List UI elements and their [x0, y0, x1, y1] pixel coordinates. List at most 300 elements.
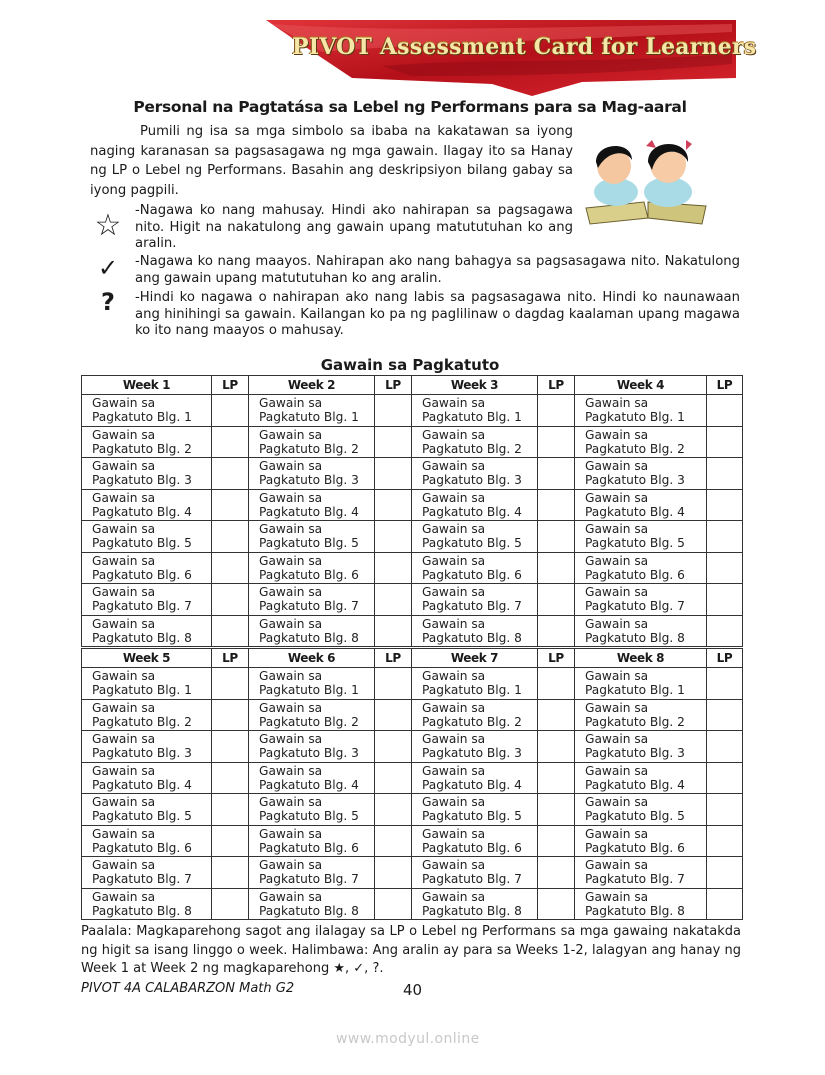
activity-label-line2: Pagkatuto Blg. 3: [92, 473, 192, 488]
activity-cell: [575, 794, 707, 826]
lp-answer-cell[interactable]: [707, 794, 743, 826]
lp-answer-cell[interactable]: [375, 857, 412, 889]
week-header: Week 6: [249, 649, 375, 668]
activities-table-weeks-5-8: [81, 648, 743, 920]
activity-label-line1: Gawain sa: [585, 427, 649, 442]
activity-label-line1: Gawain sa: [259, 616, 323, 631]
activity-label-line2: Pagkatuto Blg. 1: [92, 410, 192, 425]
lp-header: LP: [707, 649, 743, 668]
activity-cell: [82, 668, 212, 700]
page-number: 40: [403, 981, 423, 999]
lp-answer-cell[interactable]: [212, 489, 249, 521]
table-row: [82, 857, 743, 889]
activity-label-line1: Gawain sa: [92, 522, 156, 537]
activity-label-line1: Gawain sa: [92, 553, 156, 568]
activity-label-line1: Gawain sa: [92, 732, 156, 747]
lp-header: LP: [538, 376, 575, 395]
activity-label-line2: Pagkatuto Blg. 8: [585, 630, 685, 645]
lp-answer-cell[interactable]: [538, 668, 575, 700]
activity-label-line1: Gawain sa: [585, 700, 649, 715]
activity-label-line1: Gawain sa: [585, 889, 649, 904]
lp-header: LP: [212, 376, 249, 395]
table-row: [82, 699, 743, 731]
activity-label-line1: Gawain sa: [422, 553, 486, 568]
lp-answer-cell[interactable]: [212, 699, 249, 731]
activity-cell: [82, 699, 212, 731]
lp-answer-cell[interactable]: [707, 888, 743, 920]
banner-title: PIVOT Assessment Card for Learners: [292, 34, 757, 60]
lp-answer-cell[interactable]: [212, 615, 249, 647]
lp-answer-cell[interactable]: [707, 668, 743, 700]
table-row: [82, 794, 743, 826]
lp-answer-cell[interactable]: [212, 552, 249, 584]
activity-cell: [82, 426, 212, 458]
table-row: [82, 825, 743, 857]
lp-answer-cell[interactable]: [538, 615, 575, 647]
table-row: [82, 668, 743, 700]
week-header: Week 3: [412, 376, 538, 395]
activity-label-line1: Gawain sa: [92, 889, 156, 904]
activity-cell: [412, 615, 538, 647]
activity-label-line2: Pagkatuto Blg. 5: [585, 809, 685, 824]
lp-answer-cell[interactable]: [538, 584, 575, 616]
lp-answer-cell[interactable]: [707, 489, 743, 521]
activity-label-line2: Pagkatuto Blg. 5: [92, 536, 192, 551]
lp-answer-cell[interactable]: [707, 857, 743, 889]
week-header: Week 2: [249, 376, 375, 395]
lp-answer-cell[interactable]: [212, 458, 249, 490]
activity-cell: [249, 699, 375, 731]
lp-answer-cell[interactable]: [212, 584, 249, 616]
activity-label-line1: Gawain sa: [422, 826, 486, 841]
activity-label-line2: Pagkatuto Blg. 7: [422, 872, 522, 887]
activity-cell: [412, 668, 538, 700]
activity-label-line2: Pagkatuto Blg. 7: [422, 599, 522, 614]
activity-cell: [412, 395, 538, 427]
activity-label-line2: Pagkatuto Blg. 2: [422, 714, 522, 729]
activity-label-line1: Gawain sa: [585, 795, 649, 810]
lp-answer-cell[interactable]: [538, 458, 575, 490]
activity-cell: [412, 699, 538, 731]
activity-cell: [82, 552, 212, 584]
activity-cell: [412, 426, 538, 458]
table-row: [82, 458, 743, 490]
activity-label-line1: Gawain sa: [585, 826, 649, 841]
lp-header: LP: [212, 649, 249, 668]
activity-label-line1: Gawain sa: [585, 490, 649, 505]
activity-label-line2: Pagkatuto Blg. 6: [92, 567, 192, 582]
lp-header: LP: [707, 376, 743, 395]
activity-label-line1: Gawain sa: [585, 553, 649, 568]
activity-label-line2: Pagkatuto Blg. 2: [585, 441, 685, 456]
week-header: Week 5: [82, 649, 212, 668]
activity-label-line2: Pagkatuto Blg. 6: [422, 567, 522, 582]
activity-cell: [249, 731, 375, 763]
lp-answer-cell[interactable]: [375, 668, 412, 700]
table-row: [82, 584, 743, 616]
activity-cell: [412, 762, 538, 794]
activity-label-line2: Pagkatuto Blg. 2: [92, 441, 192, 456]
activity-label-line1: Gawain sa: [92, 396, 156, 411]
lp-answer-cell[interactable]: [538, 552, 575, 584]
footer-subject: PIVOT 4A CALABARZON Math G2: [81, 981, 295, 996]
activity-cell: [575, 699, 707, 731]
activity-cell: [575, 584, 707, 616]
activity-label-line2: Pagkatuto Blg. 7: [92, 599, 192, 614]
week-header: Week 7: [412, 649, 538, 668]
activity-label-line2: Pagkatuto Blg. 4: [92, 504, 192, 519]
activity-cell: [249, 794, 375, 826]
activity-label-line2: Pagkatuto Blg. 3: [259, 746, 359, 761]
activity-label-line2: Pagkatuto Blg. 7: [259, 599, 359, 614]
activity-label-line1: Gawain sa: [422, 700, 486, 715]
activity-label-line1: Gawain sa: [259, 889, 323, 904]
question-mark-icon: ?: [101, 288, 115, 316]
activity-cell: [412, 489, 538, 521]
activity-cell: [575, 762, 707, 794]
activity-label-line1: Gawain sa: [92, 826, 156, 841]
page-title: Personal na Pagtatása sa Lebel ng Performans para sa Mag-aaral: [133, 98, 687, 116]
activity-label-line1: Gawain sa: [259, 669, 323, 684]
activity-cell: [249, 888, 375, 920]
activity-label-line1: Gawain sa: [585, 616, 649, 631]
activity-label-line2: Pagkatuto Blg. 6: [422, 840, 522, 855]
lp-answer-cell[interactable]: [707, 584, 743, 616]
activity-label-line1: Gawain sa: [92, 858, 156, 873]
activity-label-line2: Pagkatuto Blg. 1: [422, 410, 522, 425]
activity-label-line1: Gawain sa: [422, 795, 486, 810]
activity-label-line1: Gawain sa: [259, 858, 323, 873]
activity-label-line2: Pagkatuto Blg. 5: [585, 536, 685, 551]
activity-label-line2: Pagkatuto Blg. 8: [585, 903, 685, 918]
watermark: www.modyul.online: [336, 1031, 480, 1047]
reminder-note: Paalala: Magkaparehong sagot ang ilalagay sa LP o Lebel ng Performans sa mga gawaing nakatakda ng higit sa isang linggo o week. Halimbawa: Ang aralin ay para sa Weeks 1-2, lalagyan ang hanay ng Week 1 at Week 2 ng magkaparehong ★, ✓, ?.: [81, 924, 741, 976]
activity-label-line1: Gawain sa: [422, 490, 486, 505]
activity-label-line1: Gawain sa: [92, 700, 156, 715]
table-row: [82, 762, 743, 794]
activity-label-line1: Gawain sa: [422, 427, 486, 442]
activity-label-line1: Gawain sa: [259, 795, 323, 810]
activity-cell: [575, 489, 707, 521]
lp-answer-cell[interactable]: [375, 552, 412, 584]
table-row: [82, 731, 743, 763]
activity-label-line2: Pagkatuto Blg. 4: [422, 504, 522, 519]
symbol-description: -Hindi ko nagawa o nahirapan ako nang labis sa pagsasagawa nito. Hindi ko naunawaan ang hinihingi sa gawain. Kailangan ko pa ng paglilinaw o dagdag kaalaman upang magawa ko ito nang maayos o mahusay.: [135, 290, 740, 338]
activity-label-line1: Gawain sa: [259, 585, 323, 600]
activity-label-line2: Pagkatuto Blg. 3: [422, 473, 522, 488]
table-header-row: [82, 376, 743, 395]
activity-label-line1: Gawain sa: [585, 459, 649, 474]
lp-answer-cell[interactable]: [375, 888, 412, 920]
lp-answer-cell[interactable]: [707, 426, 743, 458]
activity-cell: [412, 825, 538, 857]
activity-cell: [575, 668, 707, 700]
lp-answer-cell[interactable]: [707, 699, 743, 731]
lp-answer-cell[interactable]: [707, 521, 743, 553]
week-header: Week 8: [575, 649, 707, 668]
activity-label-line1: Gawain sa: [422, 616, 486, 631]
lp-answer-cell[interactable]: [375, 426, 412, 458]
activity-label-line1: Gawain sa: [92, 427, 156, 442]
activity-cell: [249, 857, 375, 889]
activity-label-line1: Gawain sa: [259, 732, 323, 747]
activity-label-line1: Gawain sa: [92, 669, 156, 684]
activity-cell: [575, 857, 707, 889]
activity-label-line1: Gawain sa: [422, 763, 486, 778]
activity-label-line1: Gawain sa: [92, 763, 156, 778]
activity-label-line2: Pagkatuto Blg. 4: [259, 504, 359, 519]
lp-answer-cell[interactable]: [212, 794, 249, 826]
activity-cell: [82, 857, 212, 889]
activity-label-line2: Pagkatuto Blg. 3: [259, 473, 359, 488]
lp-answer-cell[interactable]: [212, 857, 249, 889]
lp-answer-cell[interactable]: [538, 857, 575, 889]
activity-cell: [575, 395, 707, 427]
activity-cell: [412, 888, 538, 920]
activity-label-line1: Gawain sa: [92, 795, 156, 810]
activity-label-line2: Pagkatuto Blg. 6: [585, 840, 685, 855]
activity-cell: [412, 584, 538, 616]
activity-cell: [412, 731, 538, 763]
activity-cell: [575, 825, 707, 857]
check-icon: ✓: [97, 254, 119, 282]
activity-label-line2: Pagkatuto Blg. 7: [585, 599, 685, 614]
activity-label-line2: Pagkatuto Blg. 4: [422, 777, 522, 792]
lp-answer-cell[interactable]: [212, 521, 249, 553]
activities-table-weeks-1-4: [81, 375, 743, 647]
activity-cell: [249, 458, 375, 490]
lp-answer-cell[interactable]: [707, 458, 743, 490]
lp-answer-cell[interactable]: [375, 458, 412, 490]
activity-cell: [249, 762, 375, 794]
lp-answer-cell[interactable]: [707, 395, 743, 427]
activity-cell: [412, 458, 538, 490]
activity-label-line1: Gawain sa: [259, 826, 323, 841]
activity-label-line1: Gawain sa: [92, 616, 156, 631]
lp-answer-cell[interactable]: [538, 521, 575, 553]
activity-label-line2: Pagkatuto Blg. 8: [259, 630, 359, 645]
activity-label-line2: Pagkatuto Blg. 6: [259, 840, 359, 855]
activity-label-line2: Pagkatuto Blg. 1: [259, 683, 359, 698]
table-row: [82, 521, 743, 553]
activity-label-line1: Gawain sa: [259, 490, 323, 505]
activity-label-line2: Pagkatuto Blg. 1: [585, 683, 685, 698]
lp-answer-cell[interactable]: [538, 699, 575, 731]
activity-label-line2: Pagkatuto Blg. 2: [259, 714, 359, 729]
activity-label-line1: Gawain sa: [259, 763, 323, 778]
lp-answer-cell[interactable]: [538, 395, 575, 427]
children-reading-illustration: [582, 132, 710, 228]
activity-label-line1: Gawain sa: [259, 522, 323, 537]
table-row: [82, 395, 743, 427]
table-row: [82, 426, 743, 458]
activity-cell: [249, 521, 375, 553]
week-header: Week 4: [575, 376, 707, 395]
lp-answer-cell[interactable]: [212, 888, 249, 920]
lp-answer-cell[interactable]: [375, 825, 412, 857]
lp-answer-cell[interactable]: [538, 426, 575, 458]
lp-answer-cell[interactable]: [375, 489, 412, 521]
activity-cell: [82, 489, 212, 521]
lp-answer-cell[interactable]: [212, 426, 249, 458]
activity-label-line2: Pagkatuto Blg. 2: [92, 714, 192, 729]
activity-cell: [249, 395, 375, 427]
section-title: Gawain sa Pagkatuto: [320, 356, 500, 374]
lp-answer-cell[interactable]: [538, 825, 575, 857]
lp-answer-cell[interactable]: [375, 615, 412, 647]
lp-answer-cell[interactable]: [375, 584, 412, 616]
activity-cell: [82, 615, 212, 647]
activity-cell: [82, 395, 212, 427]
lp-answer-cell[interactable]: [212, 731, 249, 763]
activity-label-line2: Pagkatuto Blg. 8: [92, 903, 192, 918]
lp-answer-cell[interactable]: [375, 395, 412, 427]
activity-label-line1: Gawain sa: [585, 522, 649, 537]
instructions-text: Pumili ng isa sa mga simbolo sa ibaba na kakatawan sa iyong naging karanasan sa pagsasagawa ng mga gawain. Ilagay ito sa Hanay ng LP o Lebel ng Performans. Basahin ang deskripsiyon bilang gabay sa iyong pagpili.: [90, 124, 573, 198]
activity-label-line2: Pagkatuto Blg. 1: [422, 683, 522, 698]
lp-answer-cell[interactable]: [375, 731, 412, 763]
activity-label-line1: Gawain sa: [422, 669, 486, 684]
activity-label-line1: Gawain sa: [422, 889, 486, 904]
lp-header: LP: [375, 649, 412, 668]
activity-label-line2: Pagkatuto Blg. 1: [92, 683, 192, 698]
table-header-row: [82, 649, 743, 668]
lp-answer-cell[interactable]: [212, 668, 249, 700]
activity-label-line2: Pagkatuto Blg. 7: [585, 872, 685, 887]
activity-cell: [575, 552, 707, 584]
activity-label-line1: Gawain sa: [422, 459, 486, 474]
activity-label-line2: Pagkatuto Blg. 7: [92, 872, 192, 887]
activity-cell: [575, 888, 707, 920]
activity-cell: [575, 731, 707, 763]
activity-label-line1: Gawain sa: [259, 700, 323, 715]
lp-answer-cell[interactable]: [212, 395, 249, 427]
instructions-paragraph: [90, 122, 573, 200]
lp-answer-cell[interactable]: [375, 762, 412, 794]
activity-label-line2: Pagkatuto Blg. 2: [422, 441, 522, 456]
lp-answer-cell[interactable]: [212, 825, 249, 857]
activity-cell: [82, 458, 212, 490]
lp-answer-cell[interactable]: [538, 888, 575, 920]
activity-label-line1: Gawain sa: [422, 585, 486, 600]
activity-label-line2: Pagkatuto Blg. 8: [259, 903, 359, 918]
activity-label-line2: Pagkatuto Blg. 4: [585, 777, 685, 792]
lp-answer-cell[interactable]: [375, 699, 412, 731]
activity-label-line2: Pagkatuto Blg. 6: [259, 567, 359, 582]
lp-answer-cell[interactable]: [538, 731, 575, 763]
activity-label-line1: Gawain sa: [259, 459, 323, 474]
activity-label-line1: Gawain sa: [585, 396, 649, 411]
activity-cell: [82, 794, 212, 826]
activity-label-line2: Pagkatuto Blg. 4: [585, 504, 685, 519]
activity-cell: [82, 825, 212, 857]
activity-cell: [82, 731, 212, 763]
activity-label-line2: Pagkatuto Blg. 1: [259, 410, 359, 425]
activity-label-line1: Gawain sa: [259, 396, 323, 411]
activity-label-line1: Gawain sa: [422, 858, 486, 873]
activity-label-line2: Pagkatuto Blg. 8: [422, 903, 522, 918]
activity-cell: [82, 584, 212, 616]
activity-label-line1: Gawain sa: [422, 522, 486, 537]
activity-label-line2: Pagkatuto Blg. 5: [259, 536, 359, 551]
lp-answer-cell[interactable]: [707, 825, 743, 857]
activity-cell: [575, 615, 707, 647]
lp-answer-cell[interactable]: [707, 615, 743, 647]
activity-label-line1: Gawain sa: [92, 459, 156, 474]
activity-cell: [249, 426, 375, 458]
activity-cell: [249, 552, 375, 584]
activity-label-line2: Pagkatuto Blg. 2: [259, 441, 359, 456]
activity-cell: [249, 584, 375, 616]
activity-cell: [249, 668, 375, 700]
lp-header: LP: [375, 376, 412, 395]
activity-label-line2: Pagkatuto Blg. 8: [92, 630, 192, 645]
table-row: [82, 615, 743, 647]
banner: [262, 18, 757, 96]
activity-label-line1: Gawain sa: [259, 553, 323, 568]
activity-label-line2: Pagkatuto Blg. 7: [259, 872, 359, 887]
lp-header: LP: [538, 649, 575, 668]
activity-cell: [412, 521, 538, 553]
lp-answer-cell[interactable]: [538, 762, 575, 794]
lp-answer-cell[interactable]: [707, 731, 743, 763]
activity-cell: [249, 825, 375, 857]
activity-cell: [412, 552, 538, 584]
activity-label-line2: Pagkatuto Blg. 3: [92, 746, 192, 761]
activity-label-line2: Pagkatuto Blg. 5: [422, 809, 522, 824]
table-row: [82, 888, 743, 920]
lp-answer-cell[interactable]: [707, 552, 743, 584]
lp-answer-cell[interactable]: [375, 794, 412, 826]
activity-cell: [575, 458, 707, 490]
table-row: [82, 552, 743, 584]
activity-label-line2: Pagkatuto Blg. 2: [585, 714, 685, 729]
symbol-description: -Nagawa ko nang maayos. Nahirapan ako nang bahagya sa pagsasagawa nito. Nakatulong ang gawain upang matututuhan ko ang aralin.: [135, 254, 740, 286]
activity-label-line2: Pagkatuto Blg. 8: [422, 630, 522, 645]
activity-cell: [82, 888, 212, 920]
lp-answer-cell[interactable]: [538, 794, 575, 826]
activity-cell: [249, 489, 375, 521]
activity-cell: [82, 762, 212, 794]
activity-label-line2: Pagkatuto Blg. 3: [585, 473, 685, 488]
lp-answer-cell[interactable]: [707, 762, 743, 794]
activity-label-line2: Pagkatuto Blg. 6: [92, 840, 192, 855]
activity-label-line2: Pagkatuto Blg. 5: [259, 809, 359, 824]
activity-label-line1: Gawain sa: [92, 490, 156, 505]
activity-cell: [412, 794, 538, 826]
activity-label-line2: Pagkatuto Blg. 3: [585, 746, 685, 761]
activity-label-line2: Pagkatuto Blg. 3: [422, 746, 522, 761]
lp-answer-cell[interactable]: [375, 521, 412, 553]
lp-answer-cell[interactable]: [538, 489, 575, 521]
activity-cell: [575, 521, 707, 553]
lp-answer-cell[interactable]: [212, 762, 249, 794]
activity-label-line1: Gawain sa: [422, 732, 486, 747]
activity-label-line2: Pagkatuto Blg. 4: [259, 777, 359, 792]
activity-label-line1: Gawain sa: [422, 396, 486, 411]
week-header: Week 1: [82, 376, 212, 395]
symbol-description: -Nagawa ko nang mahusay. Hindi ako nahirapan sa pagsagawa nito. Higit na nakatulong ang gawain upang matututuhan ko ang aralin.: [135, 203, 573, 251]
activity-cell: [575, 426, 707, 458]
activity-label-line2: Pagkatuto Blg. 4: [92, 777, 192, 792]
activity-label-line2: Pagkatuto Blg. 1: [585, 410, 685, 425]
activity-label-line2: Pagkatuto Blg. 5: [92, 809, 192, 824]
activity-label-line2: Pagkatuto Blg. 5: [422, 536, 522, 551]
star-outline-icon: ☆: [94, 208, 122, 243]
activity-label-line1: Gawain sa: [585, 669, 649, 684]
activity-label-line1: Gawain sa: [585, 858, 649, 873]
activity-label-line1: Gawain sa: [259, 427, 323, 442]
